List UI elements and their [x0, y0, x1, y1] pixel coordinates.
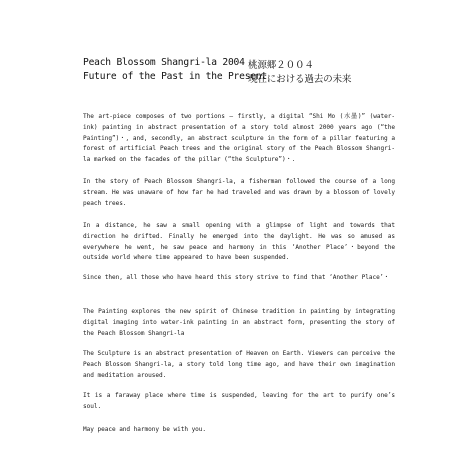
- title-english: Peach Blossom Shangri-la 2004: [83, 57, 245, 68]
- paragraph-another-place: In a distance, he saw a small opening with a glimpse of light and towards that direction he drifted. Finally he emerged into the daylight. He was so amused as everywhere he went, he saw peace and harmony in this ‘Another Place’・beyond the outside world where time appeared to have been suspended.: [83, 222, 395, 262]
- subtitle-japanese: 現在における過去の未来: [248, 74, 352, 85]
- title-line: [83, 57, 314, 71]
- paragraph-since-then: Since then, all those who have heard this story strive to find that ‘Another Place’・: [83, 274, 390, 281]
- paragraph-faraway-place: It is a faraway place where time is suspended, leaving for the art to purify one’s soul.: [83, 392, 395, 410]
- paragraph-the-sculpture: The Sculpture is an abstract presentation of Heaven on Earth. Viewers can perceive the Peach Blossom Shangri-la, a story told long time ago, and have their own imagination and meditation aroused.: [83, 350, 395, 379]
- title-japanese: 桃源郷２００４: [248, 60, 314, 71]
- subtitle-line: [83, 71, 352, 85]
- subtitle-english: Future of the Past in the Present: [83, 71, 268, 82]
- paragraph-closing-blessing: May peace and harmony be with you.: [83, 426, 207, 433]
- paragraph-fisherman-story: In the story of Peach Blossom Shangri-la, a fisherman followed the course of a long stream. He was unaware of how far he had traveled and was drawn by a blossom of lovely peach trees.: [83, 178, 395, 207]
- paragraph-artpiece-description: The art-piece composes of two portions – firstly, a digital “Shi Mo (水墨)” (water-ink) painting in abstract presentation of a story told almost 2000 years ago (“the Painting”)・, and, secondly, an abstract sculpture in the form of a pillar featuring a forest of artificial Peach trees and the original story of the Peach Blossom Shangri-la marked on the facades of the pillar (“the Sculpture”)・.: [83, 113, 395, 164]
- paragraph-the-painting: The Painting explores the new spirit of Chinese tradition in painting by integrating digital imaging into water-ink painting in an abstract form, presenting the story of the Peach Blossom Shangri-la: [83, 308, 395, 337]
